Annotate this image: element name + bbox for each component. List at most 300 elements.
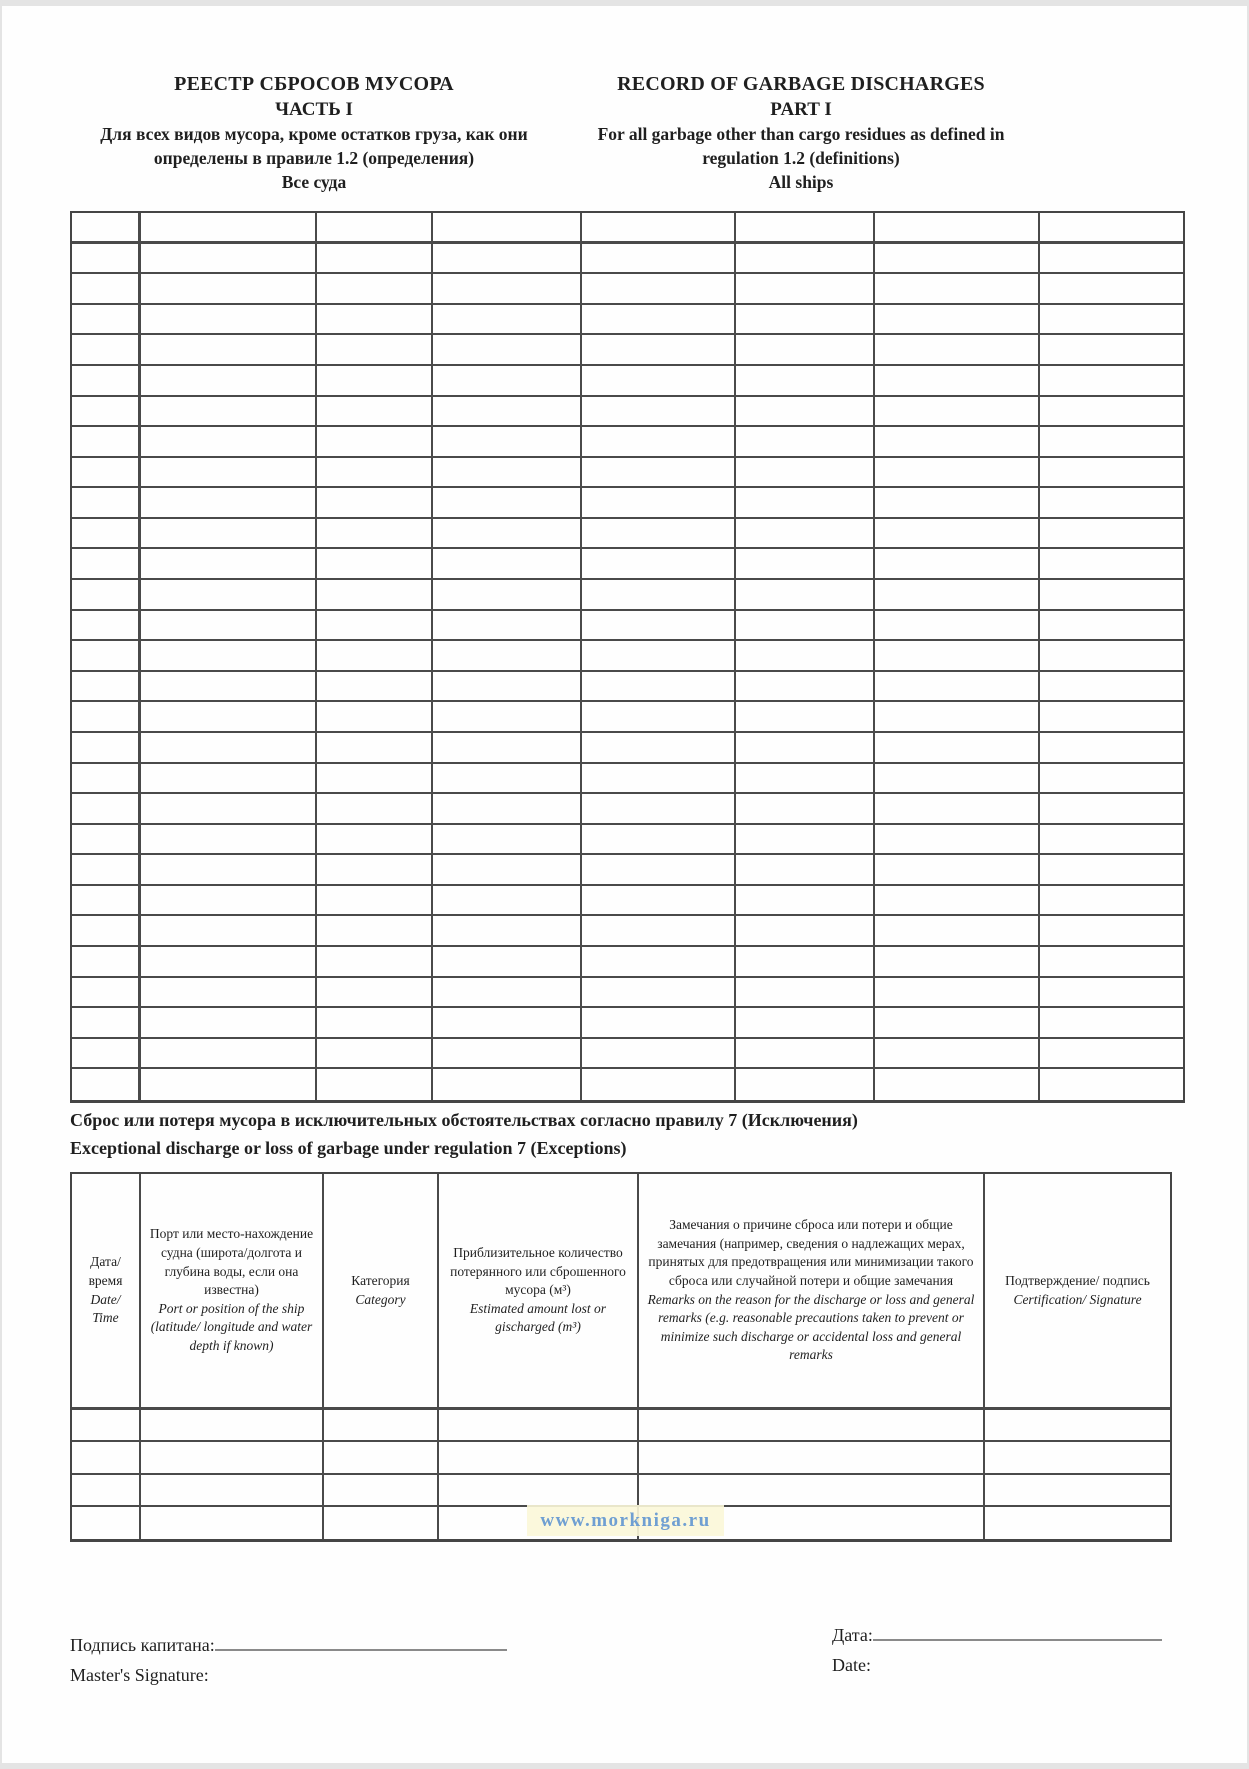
- header-ru: Подтверждение/ подпись: [1005, 1272, 1150, 1288]
- grid-cell: [736, 764, 875, 795]
- grid-cell: [72, 335, 141, 366]
- grid-cell: [582, 305, 736, 336]
- grid-cell: [875, 213, 1040, 244]
- grid-cell: [317, 397, 433, 428]
- header-en: Remarks on the reason for the discharge or loss and general remarks (e.g. reasonable precautions taken to prevent or minimize such discharge or accidental loss and general remarks: [647, 1291, 975, 1363]
- grid-cell: [1040, 794, 1183, 825]
- grid-cell: [582, 672, 736, 703]
- grid-cell: [736, 305, 875, 336]
- scan-edge-bottom: [0, 1763, 1249, 1769]
- grid-cell: [582, 733, 736, 764]
- master-signature-label-ru: Подпись капитана:: [70, 1635, 215, 1655]
- grid-cell: [1040, 549, 1183, 580]
- grid-cell: [1040, 244, 1183, 275]
- grid-cell: [317, 580, 433, 611]
- grid-cell: [141, 274, 317, 305]
- grid-cell: [582, 1008, 736, 1039]
- grid-cell: [433, 244, 582, 275]
- grid-cell: [317, 244, 433, 275]
- grid-cell: [141, 916, 317, 947]
- grid-cell: [317, 702, 433, 733]
- grid-cell: [736, 397, 875, 428]
- heading-russian: [70, 72, 558, 194]
- grid-cell: [72, 305, 141, 336]
- grid-cell: [736, 1039, 875, 1070]
- grid-cell: [582, 274, 736, 305]
- all-ships-en: All ships: [768, 172, 834, 192]
- part-en: PART I: [770, 99, 832, 120]
- grid-cell: [582, 702, 736, 733]
- grid-cell: [875, 886, 1040, 917]
- grid-cell: [736, 947, 875, 978]
- grid-cell: [875, 611, 1040, 642]
- grid-cell: [141, 702, 317, 733]
- grid-cell: [875, 794, 1040, 825]
- grid-cell: [72, 1039, 141, 1070]
- grid-cell: [582, 641, 736, 672]
- grid-cell: [582, 978, 736, 1009]
- grid-cell: [433, 611, 582, 642]
- grid-cell: [433, 580, 582, 611]
- grid-cell: [141, 580, 317, 611]
- grid-cell: [875, 244, 1040, 275]
- grid-cell: [875, 702, 1040, 733]
- column-header-certification: [985, 1174, 1170, 1410]
- grid-cell: [72, 641, 141, 672]
- grid-cell: [985, 1442, 1170, 1474]
- grid-cell: [582, 947, 736, 978]
- grid-cell: [141, 1475, 324, 1507]
- grid-cell: [72, 458, 141, 489]
- column-header-category: [324, 1174, 439, 1410]
- grid-cell: [582, 549, 736, 580]
- grid-cell: [875, 397, 1040, 428]
- grid-cell: [72, 886, 141, 917]
- grid-cell: [875, 458, 1040, 489]
- grid-cell: [875, 335, 1040, 366]
- grid-cell: [582, 458, 736, 489]
- grid-cell: [1040, 886, 1183, 917]
- grid-cell: [433, 335, 582, 366]
- grid-cell: [72, 427, 141, 458]
- grid-cell: [317, 947, 433, 978]
- grid-cell: [433, 916, 582, 947]
- grid-cell: [433, 641, 582, 672]
- grid-cell: [1040, 947, 1183, 978]
- grid-cell: [582, 611, 736, 642]
- grid-cell: [433, 1069, 582, 1100]
- grid-cell: [141, 764, 317, 795]
- signature-line: [215, 1634, 507, 1651]
- grid-cell: [317, 1008, 433, 1039]
- grid-cell: [582, 1039, 736, 1070]
- grid-cell: [582, 519, 736, 550]
- grid-cell: [141, 1008, 317, 1039]
- grid-cell: [141, 397, 317, 428]
- grid-cell: [433, 978, 582, 1009]
- grid-cell: [433, 1039, 582, 1070]
- grid-cell: [72, 1475, 141, 1507]
- grid-cell: [72, 1442, 141, 1474]
- grid-cell: [736, 366, 875, 397]
- grid-cell: [1040, 335, 1183, 366]
- grid-cell: [433, 366, 582, 397]
- grid-cell: [1040, 611, 1183, 642]
- grid-cell: [141, 641, 317, 672]
- grid-cell: [72, 794, 141, 825]
- grid-cell: [72, 244, 141, 275]
- grid-cell: [985, 1410, 1170, 1442]
- grid-cell: [736, 641, 875, 672]
- grid-cell: [875, 488, 1040, 519]
- grid-cell: [985, 1507, 1170, 1539]
- grid-cell: [433, 672, 582, 703]
- grid-cell: [141, 1039, 317, 1070]
- grid-cell: [875, 1008, 1040, 1039]
- header-ru: Приблизительное количество потерянного или сброшенного мусора (м³): [450, 1244, 626, 1298]
- grid-cell: [141, 244, 317, 275]
- grid-cell: [1040, 702, 1183, 733]
- column-header-date-time: [72, 1174, 141, 1410]
- header-ru: Дата/ время: [88, 1254, 123, 1288]
- column-header-remarks: [639, 1174, 985, 1410]
- grid-cell: [1040, 1069, 1183, 1100]
- grid-cell: [141, 213, 317, 244]
- grid-cell: [736, 916, 875, 947]
- grid-cell: [317, 764, 433, 795]
- grid-cell: [439, 1475, 639, 1507]
- grid-cell: [317, 886, 433, 917]
- grid-cell: [433, 397, 582, 428]
- grid-cell: [72, 825, 141, 856]
- grid-cell: [433, 764, 582, 795]
- grid-cell: [736, 427, 875, 458]
- grid-cell: [582, 213, 736, 244]
- grid-cell: [72, 274, 141, 305]
- grid-cell: [72, 672, 141, 703]
- grid-cell: [317, 549, 433, 580]
- grid-cell: [736, 672, 875, 703]
- grid-cell: [141, 488, 317, 519]
- grid-cell: [1040, 978, 1183, 1009]
- grid-cell: [736, 702, 875, 733]
- grid-cell: [875, 1069, 1040, 1100]
- title-en: RECORD OF GARBAGE DISCHARGES: [617, 73, 985, 95]
- grid-cell: [72, 1069, 141, 1100]
- grid-cell: [317, 916, 433, 947]
- grid-cell: [875, 916, 1040, 947]
- grid-cell: [317, 978, 433, 1009]
- grid-cell: [433, 458, 582, 489]
- grid-cell: [582, 244, 736, 275]
- grid-cell: [1040, 366, 1183, 397]
- grid-cell: [141, 947, 317, 978]
- subtitle-en: For all garbage other than cargo residues as defined in regulation 1.2 (definitions): [597, 124, 1005, 168]
- grid-cell: [433, 549, 582, 580]
- grid-cell: [324, 1410, 439, 1442]
- grid-cell: [317, 305, 433, 336]
- grid-cell: [1040, 519, 1183, 550]
- grid-cell: [317, 733, 433, 764]
- exceptions-heading: [70, 1106, 1130, 1162]
- grid-cell: [317, 274, 433, 305]
- grid-cell: [875, 978, 1040, 1009]
- grid-cell: [141, 978, 317, 1009]
- grid-cell: [141, 1410, 324, 1442]
- grid-cell: [72, 397, 141, 428]
- grid-cell: [1040, 1039, 1183, 1070]
- grid-cell: [317, 519, 433, 550]
- date-label-en: Date:: [832, 1655, 871, 1675]
- header-ru: Порт или место-нахождение судна (широта/долгота и глубина воды, если она известна): [149, 1226, 314, 1298]
- master-signature-label-en: Master's Signature:: [70, 1665, 209, 1685]
- grid-cell: [639, 1442, 985, 1474]
- grid-cell: [141, 855, 317, 886]
- grid-cell: [433, 213, 582, 244]
- grid-cell: [317, 794, 433, 825]
- grid-cell: [433, 825, 582, 856]
- grid-cell: [433, 1008, 582, 1039]
- grid-cell: [72, 702, 141, 733]
- grid-cell: [875, 764, 1040, 795]
- title-ru: РЕЕСТР СБРОСОВ МУСОРА: [174, 73, 454, 95]
- grid-cell: [875, 1039, 1040, 1070]
- heading-english: [566, 72, 1036, 194]
- grid-cell: [439, 1410, 639, 1442]
- grid-cell: [875, 855, 1040, 886]
- grid-cell: [1040, 427, 1183, 458]
- grid-cell: [317, 213, 433, 244]
- grid-cell: [1040, 274, 1183, 305]
- grid-cell: [582, 764, 736, 795]
- grid-cell: [736, 1008, 875, 1039]
- grid-cell: [72, 519, 141, 550]
- grid-cell: [736, 855, 875, 886]
- grid-cell: [736, 733, 875, 764]
- grid-cell: [639, 1410, 985, 1442]
- grid-cell: [875, 366, 1040, 397]
- grid-cell: [875, 825, 1040, 856]
- grid-cell: [72, 947, 141, 978]
- exceptions-heading-en: Exceptional discharge or loss of garbage under regulation 7 (Exceptions): [70, 1138, 627, 1158]
- grid-cell: [141, 1442, 324, 1474]
- grid-cell: [433, 488, 582, 519]
- grid-cell: [736, 886, 875, 917]
- grid-cell: [1040, 733, 1183, 764]
- grid-cell: [141, 519, 317, 550]
- grid-cell: [1040, 580, 1183, 611]
- grid-cell: [1040, 855, 1183, 886]
- grid-cell: [1040, 641, 1183, 672]
- grid-cell: [433, 733, 582, 764]
- grid-cell: [141, 458, 317, 489]
- grid-cell: [582, 427, 736, 458]
- grid-cell: [141, 794, 317, 825]
- grid-cell: [875, 641, 1040, 672]
- part-ru: ЧАСТЬ I: [275, 99, 353, 120]
- grid-cell: [72, 733, 141, 764]
- date-label-ru: Дата:: [832, 1625, 873, 1645]
- grid-cell: [736, 611, 875, 642]
- grid-cell: [582, 488, 736, 519]
- column-header-estimated-amount: [439, 1174, 639, 1410]
- master-signature-block: [70, 1630, 507, 1690]
- grid-cell: [141, 672, 317, 703]
- grid-cell: [141, 1507, 324, 1539]
- header-en: Port or position of the ship (latitude/ longitude and water depth if known): [150, 1300, 313, 1354]
- grid-cell: [141, 305, 317, 336]
- grid-cell: [736, 519, 875, 550]
- grid-cell: [1040, 1008, 1183, 1039]
- grid-cell: [72, 213, 141, 244]
- date-row: [832, 1620, 1162, 1650]
- grid-cell: [875, 947, 1040, 978]
- exceptions-heading-ru: Сброс или потеря мусора в исключительных обстоятельствах согласно правилу 7 (Исключения): [70, 1110, 858, 1130]
- grid-cell: [141, 1069, 317, 1100]
- header-en: Category: [355, 1291, 406, 1307]
- signature-row: [70, 1630, 507, 1660]
- grid-cell: [582, 855, 736, 886]
- grid-cell: [72, 366, 141, 397]
- grid-cell: [72, 764, 141, 795]
- grid-cell: [736, 213, 875, 244]
- grid-cell: [317, 335, 433, 366]
- grid-cell: [72, 1507, 141, 1539]
- grid-cell: [736, 244, 875, 275]
- grid-cell: [324, 1442, 439, 1474]
- grid-cell: [141, 335, 317, 366]
- grid-cell: [875, 672, 1040, 703]
- grid-cell: [582, 886, 736, 917]
- grid-cell: [72, 549, 141, 580]
- grid-cell: [875, 274, 1040, 305]
- garbage-discharges-table: [70, 211, 1185, 1103]
- grid-cell: [317, 825, 433, 856]
- date-block: [832, 1620, 1162, 1680]
- grid-cell: [736, 488, 875, 519]
- column-header-port-position: [141, 1174, 324, 1410]
- grid-cell: [875, 427, 1040, 458]
- grid-cell: [736, 274, 875, 305]
- grid-cell: [141, 427, 317, 458]
- grid-cell: [875, 305, 1040, 336]
- grid-cell: [317, 366, 433, 397]
- grid-cell: [317, 855, 433, 886]
- grid-cell: [736, 549, 875, 580]
- grid-cell: [875, 733, 1040, 764]
- watermark: www.morkniga.ru: [527, 1505, 724, 1536]
- grid-cell: [1040, 764, 1183, 795]
- grid-cell: [141, 886, 317, 917]
- grid-cell: [324, 1507, 439, 1539]
- grid-cell: [324, 1475, 439, 1507]
- grid-cell: [72, 916, 141, 947]
- grid-cell: [1040, 916, 1183, 947]
- grid-cell: [1040, 305, 1183, 336]
- grid-cell: [317, 611, 433, 642]
- grid-cell: [875, 519, 1040, 550]
- grid-cell: [736, 825, 875, 856]
- grid-cell: [736, 458, 875, 489]
- grid-cell: [317, 458, 433, 489]
- grid-cell: [736, 335, 875, 366]
- grid-cell: [582, 335, 736, 366]
- grid-cell: [141, 733, 317, 764]
- grid-cell: [433, 886, 582, 917]
- header-ru: Категория: [351, 1272, 410, 1288]
- grid-cell: [985, 1475, 1170, 1507]
- grid-cell: [141, 366, 317, 397]
- grid-cell: [433, 519, 582, 550]
- grid-cell: [736, 978, 875, 1009]
- grid-cell: [433, 305, 582, 336]
- grid-cell: [141, 549, 317, 580]
- grid-cell: [72, 1008, 141, 1039]
- grid-cell: [582, 794, 736, 825]
- grid-cell: [141, 611, 317, 642]
- grid-cell: [1040, 213, 1183, 244]
- subtitle-ru: Для всех видов мусора, кроме остатков груза, как они определены в правиле 1.2 (определения): [100, 124, 528, 168]
- grid-cell: [1040, 458, 1183, 489]
- grid-cell: [433, 274, 582, 305]
- grid-cell: [317, 427, 433, 458]
- header-en: Date/ Time: [90, 1291, 121, 1326]
- grid-cell: [317, 488, 433, 519]
- grid-cell: [317, 1069, 433, 1100]
- scan-edge-left: [0, 0, 2, 1769]
- grid-cell: [582, 580, 736, 611]
- scan-edge-top: [0, 0, 1249, 6]
- all-ships-ru: Все суда: [281, 172, 347, 192]
- grid-cell: [1040, 397, 1183, 428]
- header-ru: Замечания о причине сброса или потери и общие замечания (например, сведения о надлежащих мерах, принятых для предотвращения или минимизации такого сброса или случайной потери и общие замечания: [648, 1217, 974, 1288]
- grid-cell: [1040, 672, 1183, 703]
- grid-cell: [736, 1069, 875, 1100]
- grid-cell: [433, 427, 582, 458]
- grid-cell: [1040, 488, 1183, 519]
- grid-cell: [72, 855, 141, 886]
- grid-cell: [433, 794, 582, 825]
- grid-cell: [639, 1475, 985, 1507]
- grid-cell: [582, 366, 736, 397]
- grid-cell: [439, 1442, 639, 1474]
- grid-cell: [72, 1410, 141, 1442]
- grid-cell: [72, 978, 141, 1009]
- grid-cell: [736, 580, 875, 611]
- grid-cell: [1040, 825, 1183, 856]
- grid-cell: [582, 916, 736, 947]
- header-en: Certification/ Signature: [1013, 1291, 1142, 1307]
- grid-cell: [317, 641, 433, 672]
- grid-cell: [433, 702, 582, 733]
- grid-cell: [736, 794, 875, 825]
- grid-cell: [433, 855, 582, 886]
- grid-cell: [72, 611, 141, 642]
- grid-cell: [582, 397, 736, 428]
- grid-cell: [141, 825, 317, 856]
- grid-cell: [582, 1069, 736, 1100]
- header-en: Estimated amount lost or gischarged (m³): [469, 1300, 607, 1335]
- grid-cell: [582, 825, 736, 856]
- grid-cell: [317, 1039, 433, 1070]
- grid-cell: [433, 947, 582, 978]
- grid-cell: [72, 580, 141, 611]
- grid-cell: [72, 488, 141, 519]
- grid-cell: [317, 672, 433, 703]
- grid-cell: [875, 549, 1040, 580]
- exceptions-table: [70, 1172, 1172, 1542]
- date-line: [873, 1624, 1162, 1641]
